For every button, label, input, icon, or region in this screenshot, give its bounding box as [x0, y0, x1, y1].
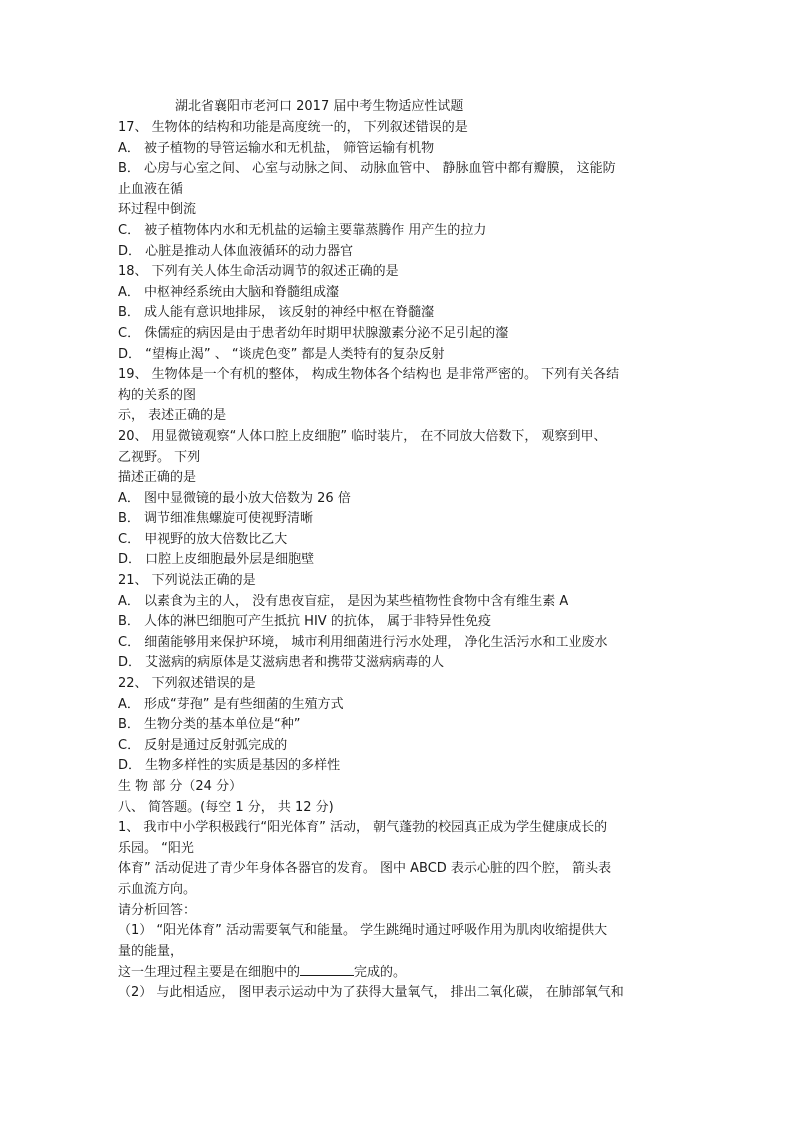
- text-line: 量的能量，: [118, 943, 184, 959]
- text-line: 示， 表述正确的是: [118, 408, 227, 424]
- text-line: D． 艾滋病的病原体是艾滋病患者和携带艾滋病病毒的人: [118, 655, 445, 671]
- section-heading: 八、 简答题。(每空 1 分， 共 12 分): [118, 799, 334, 815]
- fill-in-blank-line: [118, 962, 683, 983]
- text-line: （1） “阳光体育” 活动需要氧气和能量。 学生跳绳时通过呼吸作用为肌肉收缩提供大: [118, 923, 608, 939]
- text-line: 描述正确的是: [118, 470, 197, 486]
- text-line: D． “望梅止渴” 、 “谈虎色变” 都是人类特有的复杂反射: [118, 346, 445, 362]
- text-line: A． 图中显微镜的最小放大倍数为 26 倍: [118, 490, 351, 506]
- text-line: A． 形成“芽孢” 是有些细菌的生殖方式: [118, 696, 344, 712]
- text-line: B． 心房与心室之间、 心室与动脉之间、 动脉血管中、 静脉血管中都有瓣膜， 这能防: [118, 161, 616, 177]
- text-line: D． 口腔上皮细胞最外层是细胞壁: [118, 552, 315, 568]
- text-line: 环过程中倒流: [118, 202, 197, 218]
- text-line: B． 成人能有意识地排尿， 该反射的神经中枢在脊髓瀣: [118, 305, 435, 321]
- text-line: D． 生物多样性的实质是基因的多样性: [118, 758, 341, 774]
- text-line: C． 反射是通过反射弧完成的: [118, 737, 288, 753]
- text-line: A． 被子植物的导管运输水和无机盐， 筛管运输有机物: [118, 140, 435, 156]
- answer-blank[interactable]: [300, 962, 354, 976]
- text-line: B． 人体的淋巴细胞可产生抵抗 HIV 的抗体， 属于非特异性免疫: [118, 614, 491, 630]
- text-line: 乐园。 “阳光: [118, 840, 194, 856]
- text-line: C． 侏儒症的病因是由于患者幼年时期甲状腺激素分泌不足引起的瀣: [118, 325, 509, 341]
- section-heading: 生 物 部 分（24 分）: [118, 779, 243, 794]
- text-line: 21、 下列说法正确的是: [118, 573, 256, 589]
- text-line: B． 生物分类的基本单位是“种”: [118, 717, 301, 733]
- text-line: 请分析回答：: [118, 902, 197, 918]
- text-line: 1、 我市中小学积极践行“阳光体育” 活动， 朝气蓬勃的校园真正成为学生健康成长的: [118, 820, 608, 836]
- text-line: 20、 用显微镜观察“人体口腔上皮细胞” 临时装片， 在不同放大倍数下， 观察到甲、: [118, 428, 607, 444]
- text-line: 止血液在循: [118, 181, 184, 197]
- text-line: C． 甲视野的放大倍数比乙大: [118, 531, 288, 547]
- text-line: 乙视野。 下列: [118, 449, 201, 465]
- text-line: 体育” 活动促进了青少年身体各器官的发育。 图中 ABCD 表示心脏的四个腔， 箭头表: [118, 861, 612, 877]
- text-line: D． 心脏是推动人体血液循环的动力器官: [118, 243, 354, 259]
- text-line: C． 被子植物体内水和无机盐的运输主要靠蒸腾作 用产生的拉力: [118, 222, 487, 238]
- text-line: （2） 与此相适应， 图甲表示运动中为了获得大量氧气， 排出二氧化碳， 在肺部氧气和: [118, 984, 624, 1000]
- text-line: 22、 下列叙述错误的是: [118, 676, 256, 692]
- text-line: 18、 下列有关人体生命活动调节的叙述正确的是: [118, 264, 399, 280]
- text-line: A． 以素食为主的人， 没有患夜盲症， 是因为某些植物性食物中含有维生素 A: [118, 593, 569, 609]
- text-line: A． 中枢神经系统由大脑和脊髓组成瀣: [118, 284, 340, 300]
- text-line: 19、 生物体是一个有机的整体， 构成生物体各个结构也 是非常严密的。 下列有关各结: [118, 367, 620, 383]
- text-fragment: 这一生理过程主要是在细胞中的: [118, 965, 301, 981]
- text-line: 示血流方向。: [118, 881, 197, 897]
- document-body: [118, 118, 683, 1004]
- text-line: B． 调节细准焦螺旋可使视野清晰: [118, 511, 314, 527]
- text-line: 17、 生物体的结构和功能是高度统一的， 下列叙述错误的是: [118, 120, 468, 135]
- text-fragment: 完成的。: [354, 965, 407, 981]
- text-line: C． 细菌能够用来保护环境， 城市利用细菌进行污水处理， 净化生活污水和工业废水: [118, 634, 608, 650]
- text-line: 构的关系的图: [118, 387, 197, 403]
- document-title: 湖北省襄阳市老河口 2017 届中考生物适应性试题: [175, 99, 464, 114]
